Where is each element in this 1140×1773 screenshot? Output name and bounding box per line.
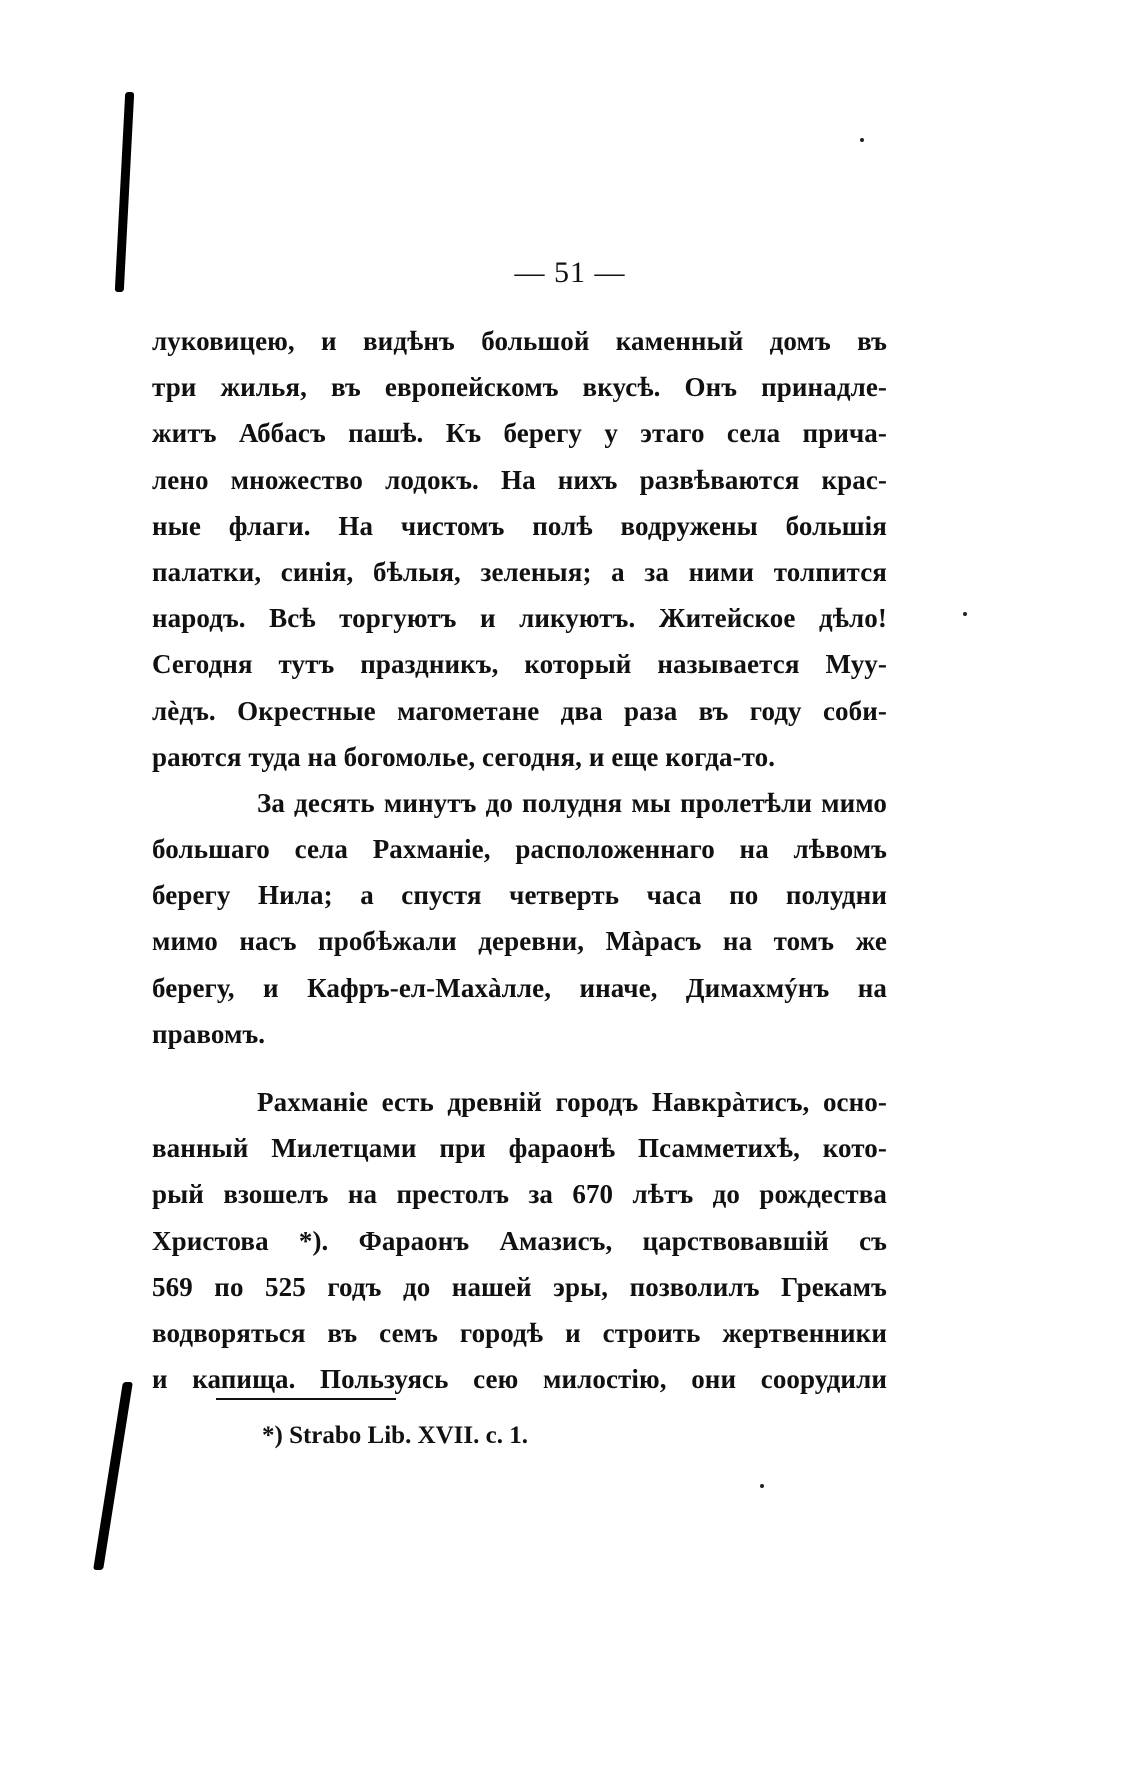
text-line: правомъ. <box>152 1018 266 1049</box>
text-line: луковицею, и видѣнъ большой каменный домъ въ <box>152 326 887 356</box>
text-line: рый взошелъ на престолъ за 670 лѣтъ до рождества <box>152 1179 887 1210</box>
text-line: народъ. Всѣ торгуютъ и ликуютъ. Житейское дѣло! <box>152 603 887 634</box>
text-line: берегу, и Кафръ-ел-Махàлле, иначе, Димахмýнъ на <box>152 972 887 1003</box>
text-line: лѐдъ. Окрестные магометане два раза въ году соби- <box>152 695 887 726</box>
text-line: Сегодня тутъ праздникъ, который называется Муу- <box>152 649 887 680</box>
text-line: ные флаги. На чистомъ полѣ водружены большія <box>152 510 887 541</box>
text-line: большаго села Рахманіе, расположеннаго на лѣвомъ <box>152 834 887 865</box>
text-line: Христова *). Фараонъ Амазисъ, царствовавшій съ <box>152 1225 887 1256</box>
text-line: раются туда на богомолье, сегодня, и еще когда-то. <box>152 741 776 772</box>
text-line: три жилья, въ европейскомъ вкусѣ. Онъ принадле- <box>152 372 887 403</box>
text-line: и капища. Пользуясь сею милостію, они соорудили <box>152 1364 887 1395</box>
page-number: — 51 — <box>514 256 626 289</box>
footnote-rule <box>216 1398 396 1400</box>
text-line: лено множество лодокъ. На нихъ развѣваются крас- <box>152 464 887 495</box>
paragraph-gap <box>152 1057 887 1079</box>
text-line: водворяться въ семъ городѣ и строить жертвенники <box>152 1317 887 1348</box>
text-line: палатки, синія, бѣлыя, зеленыя; а за ними толпится <box>152 556 887 587</box>
body-text <box>152 318 887 1402</box>
footnote: *) Strabo Lib. XVII. c. 1. <box>262 1422 528 1449</box>
text-line: Рахманіе есть древній городъ Навкрàтисъ, осно- <box>257 1087 887 1117</box>
text-line: берегу Нила; а спустя четверть часа по полудни <box>152 880 887 911</box>
text-line: житъ Аббасъ пашѣ. Къ берегу у этаго села прича- <box>152 418 887 449</box>
scan-speck <box>963 612 967 616</box>
scan-speck <box>860 138 864 142</box>
scan-speck <box>760 1484 764 1488</box>
text-line: За десять минутъ до полудня мы пролетѣли мимо <box>257 787 887 818</box>
text-line: 569 по 525 годъ до нашей эры, позволилъ Грекамъ <box>152 1271 887 1302</box>
text-line: мимо насъ пробѣжали деревни, Мàрасъ на томъ же <box>152 926 887 957</box>
binding-edge-bottom <box>93 1382 133 1570</box>
text-line: ванный Милетцами при фараонѣ Псамметихѣ, кото- <box>152 1133 887 1164</box>
